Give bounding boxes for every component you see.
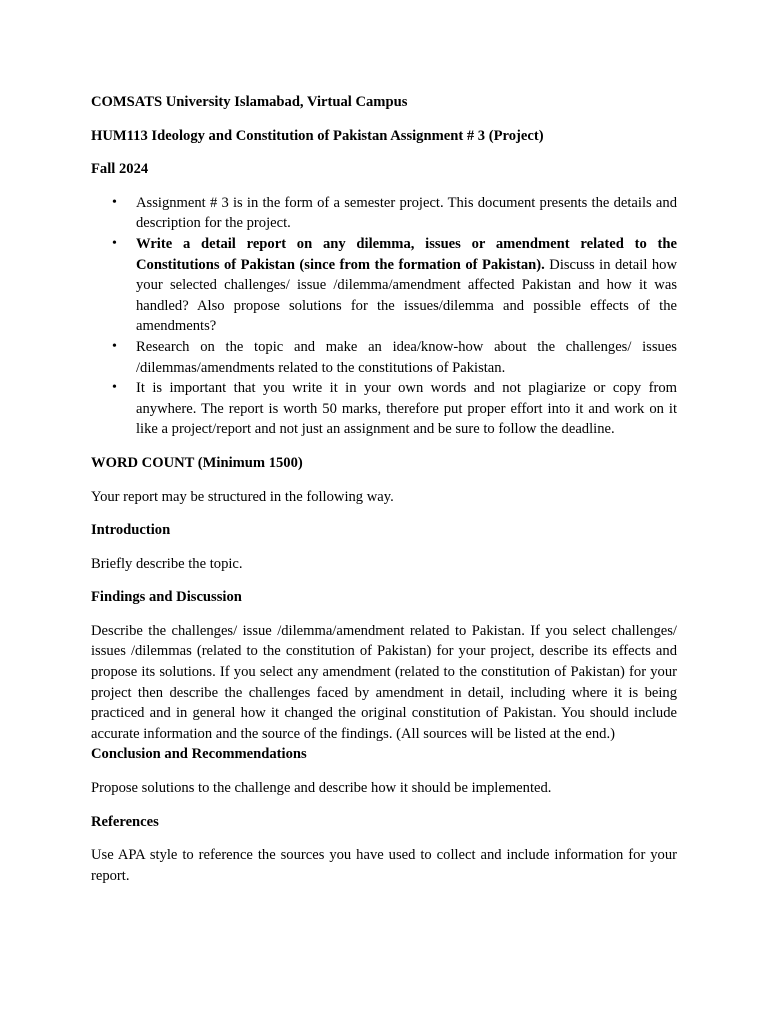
bullet-icon: • [112, 380, 117, 396]
list-item [91, 378, 677, 440]
bullet-bold-text: Write a detail report on any dilemma, issues or amendment related to the Constitutions of Pakistan (since from the formation of Pakistan). [136, 235, 677, 273]
list-item [91, 234, 677, 337]
bullet-icon: • [112, 194, 117, 210]
bullet-text: It is important that you write it in your own words and not plagiarize or copy from anywhere. The report is worth 50 marks, therefore put proper effort into it and work on it like a project/report and not just an assignment and be sure to follow the deadline. [136, 380, 677, 438]
conclusion-body: Propose solutions to the challenge and describe how it should be implemented. [91, 780, 552, 797]
introduction-heading: Introduction [91, 522, 171, 539]
findings-heading: Findings and Discussion [91, 589, 242, 606]
university-title: COMSATS University Islamabad, Virtual Campus [91, 94, 408, 110]
conclusion-heading: Conclusion and Recommendations [91, 746, 307, 763]
bullet-text: Discuss in detail how your selected challenges/ issue /dilemma/amendment affected Pakistan and how it was handled? Also propose solutions for the issues/dilemma and possible effects of the amendments? [136, 256, 677, 335]
bullet-text: Assignment # 3 is in the form of a semester project. This document presents the details and description for the project. [136, 194, 677, 232]
references-body: Use APA style to reference the sources you have used to collect and include information for your report. [91, 847, 677, 884]
bullet-icon: • [112, 235, 117, 251]
references-heading: References [91, 813, 159, 830]
document-page [91, 92, 677, 899]
course-title: HUM113 Ideology and Constitution of Pakistan Assignment # 3 (Project) [91, 127, 544, 144]
bullet-icon: • [112, 338, 117, 354]
list-item [91, 193, 677, 234]
word-count-heading: WORD COUNT (Minimum 1500) [91, 454, 303, 471]
bullet-text: Research on the topic and make an idea/know-how about the challenges/ issues /dilemmas/amendments related to the constitutions of Pakistan. [136, 338, 677, 376]
list-item [91, 337, 677, 378]
instructions-list [91, 193, 677, 440]
term-title: Fall 2024 [91, 161, 149, 178]
structure-intro: Your report may be structured in the following way. [91, 488, 394, 505]
findings-body: Describe the challenges/ issue /dilemma/amendment related to Pakistan. If you select challenges/ issues /dilemmas (related to the constitution of Pakistan) for your project, describe its effects and propose its solutions. If you select any amendment (related to the constitution of Pakistan) for your project then describe the challenges faced by amendment in detail, including where it is being practiced and in general how it changed the original constitution of Pakistan. You should include accurate information and the source of the findings. (All sources will be listed at the end.) [91, 622, 677, 742]
introduction-body: Briefly describe the topic. [91, 555, 243, 572]
